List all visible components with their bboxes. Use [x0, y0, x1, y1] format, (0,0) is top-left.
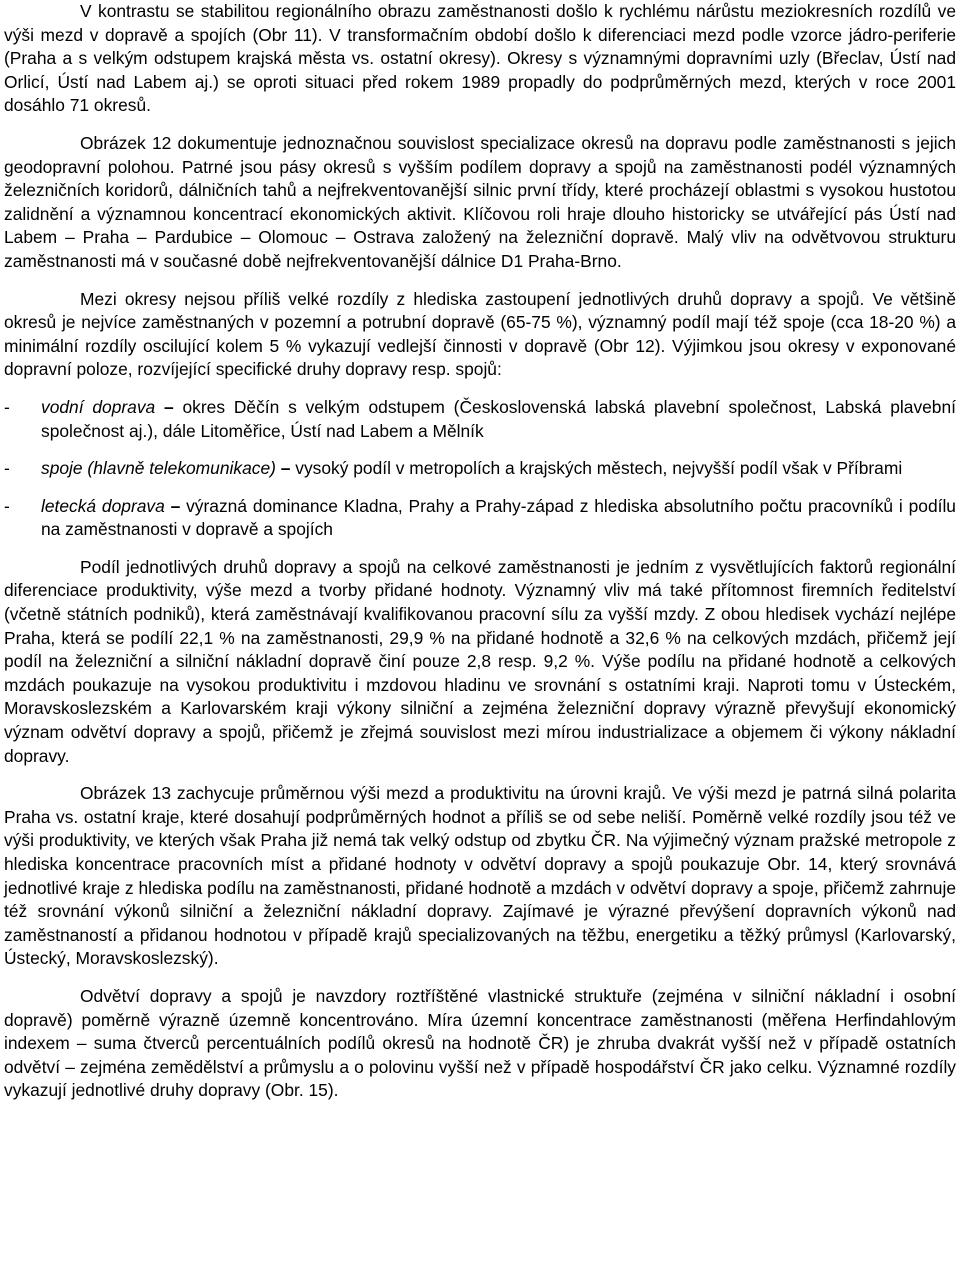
list-item-air-transport — [4, 495, 956, 542]
list-dash: - — [4, 495, 10, 516]
list-item-lead: spoje (hlavně telekomunikace) — [41, 458, 281, 479]
paragraph-transport-types: Mezi okresy nejsou příliš velké rozdíly z hlediska zastoupení jednotlivých druhů dopravy a spojů. Ve většině okresů je nejvíce zaměstnaných v pozemní a potrubní dopravě (65-75 %), významný podíl mají též spoje (cca 18-20 %) a minimální rozdíly oscilující kolem 5 % vykazují vedlejší činnosti v dopravě (Obr 12). Výjimkou jsou okresy v exponované dopravní poloze, rozvíjející specifické druhy dopravy resp. spojů: — [4, 288, 956, 380]
paragraph-figure-12: Obrázek 12 dokumentuje jednoznačnou souvislost specializace okresů na dopravu podle zaměstnanosti s jejich geodopravní polohou. Patrné jsou pásy okresů s vyšším podílem dopravy a spojů na zaměstnanosti podél významných železničních koridorů, dálničních tahů a nejfrekventovanější silnic první třídy, které procházejí oblastmi s vysokou hustotou zalidnění a významnou koncentrací ekonomických aktivit. Klíčovou roli hraje dlouho historicky se utvářející pás Ústí nad Labem – Praha – Pardubice – Olomouc – Ostrava založený na železniční dopravě. Malý vliv na odvětvovou strukturu zaměstnanosti má v současné době nejfrekventovanější dálnice D1 Praha-Brno. — [4, 132, 956, 271]
paragraph-wage-differences: V kontrastu se stabilitou regionálního obrazu zaměstnanosti došlo k rychlému nárůstu meziokresních rozdílů ve výši mezd v dopravě a spojích (Obr 11). V transformačním období došlo k diferenciaci mezd podle vzorce jádro-periferie (Praha a s velkým odstupem krajská města vs. ostatní okresy). Okresy s významnými dopravními uzly (Břeclav, Ústí nad Orlicí, Ústí nad Labem aj.) se oproti situaci před rokem 1989 propadly do podprůměrných mezd, kterých v roce 2001 dosáhlo 71 okresů. — [4, 1, 956, 116]
list-item-text: vysoký podíl v metropolích a krajských městech, nejvyšší podíl však v Příbrami — [295, 458, 903, 479]
list-item-lead: letecká doprava — [41, 495, 171, 516]
document-page — [4, 0, 956, 1103]
list-dash: - — [4, 458, 10, 479]
list-item-telecom — [4, 457, 956, 481]
list-dash: - — [4, 396, 10, 417]
list-item-text: okres Děčín s velkým odstupem (Československá labská plavební společnost, Labská plavební společnost aj.), dále Litoměřice, Ústí nad Labem a Mělník — [41, 396, 956, 441]
paragraph-concentration: Odvětví dopravy a spojů je navzdory roztříštěné vlastnické struktuře (zejména v silniční nákladní i osobní dopravě) poměrně výrazně územně koncentrováno. Míra územní koncentrace zaměstnanosti (měřena Herfindahlovým indexem – suma čtverců percentuálních podílů okresů na hodnotě ČR) je zhruba dvakrát vyšší než v případě ostatních odvětví – zejména zemědělství a průmyslu a o polovinu vyšší než v případě hospodářství ČR jako celku. Významné rozdíly vykazují jednotlivé druhy dopravy (Obr. 15). — [4, 985, 956, 1101]
list-item-text: výrazná dominance Kladna, Prahy a Prahy-západ z hlediska absolutního počtu pracovníků i podílu na zaměstnanosti v dopravě a spojích — [41, 495, 956, 540]
paragraph-productivity-factors: Podíl jednotlivých druhů dopravy a spojů na celkové zaměstnanosti je jedním z vysvětlujících faktorů regionální diferenciace produktivity, výše mezd a tvorby přidané hodnoty. Významný vliv má také přítomnost firemních ředitelství (včetně státních podniků), která zaměstnávají kvalifikovanou pracovní sílu za vyšší mzdy. Z obou hledisek vychází nejlépe Praha, která se podílí 22,1 % na zaměstnanosti, 29,9 % na přidané hodnotě a 32,6 % na celkových mzdách, přičemž její podíl na železniční a silniční nákladní dopravě činí pouze 2,8 resp. 9,2 %. Výše podílu na přidané hodnotě a celkových mzdách poukazuje na vysokou produktivitu i mzdovou hladinu ve srovnání s ostatními kraji. Naproti tomu v Ústeckém, Moravskoslezském a Karlovarském kraji výkony silniční a zejména železniční dopravy výrazně převyšují ekonomický význam odvětví dopravy a spojů, přičemž je zřejmá souvislost mezi mírou industrializace a objemem či výkony nákladní dopravy. — [4, 556, 956, 766]
list-item-lead: vodní doprava — [41, 396, 165, 417]
paragraph-figure-13: Obrázek 13 zachycuje průměrnou výši mezd a produktivitu na úrovni krajů. Ve výši mezd je patrná silná polarita Praha vs. ostatní kraje, které dosahují podprůměrných hodnot a příliš se od sebe neliší. Poměrně velké rozdíly jsou též ve výši produktivity, ve kterých však Praha již nemá tak velký odstup od zbytku ČR. Na výjimečný význam pražské metropole z hlediska koncentrace pracovních míst a přidané hodnoty v odvětví dopravy a spojů poukazuje Obr. 14, který srovnává jednotlivé kraje z hlediska podílu na zaměstnanosti, přidané hodnotě a mzdách v odvětví dopravy a spoje, přičemž zahrnuje též srovnání výkonů silniční a železniční nákladní dopravy. Zajímavé je výrazné převýšení dopravních výkonů nad zaměstnaností a přidanou hodnotou v případě krajů specializovaných na těžbu, energetiku a těžký průmysl (Karlovarský, Ústecký, Moravskoslezský). — [4, 783, 956, 969]
list-item-separator: – — [280, 458, 296, 479]
list-item-water-transport — [4, 396, 956, 443]
list-item-separator: – — [170, 495, 187, 516]
list-item-separator: – — [164, 396, 183, 417]
